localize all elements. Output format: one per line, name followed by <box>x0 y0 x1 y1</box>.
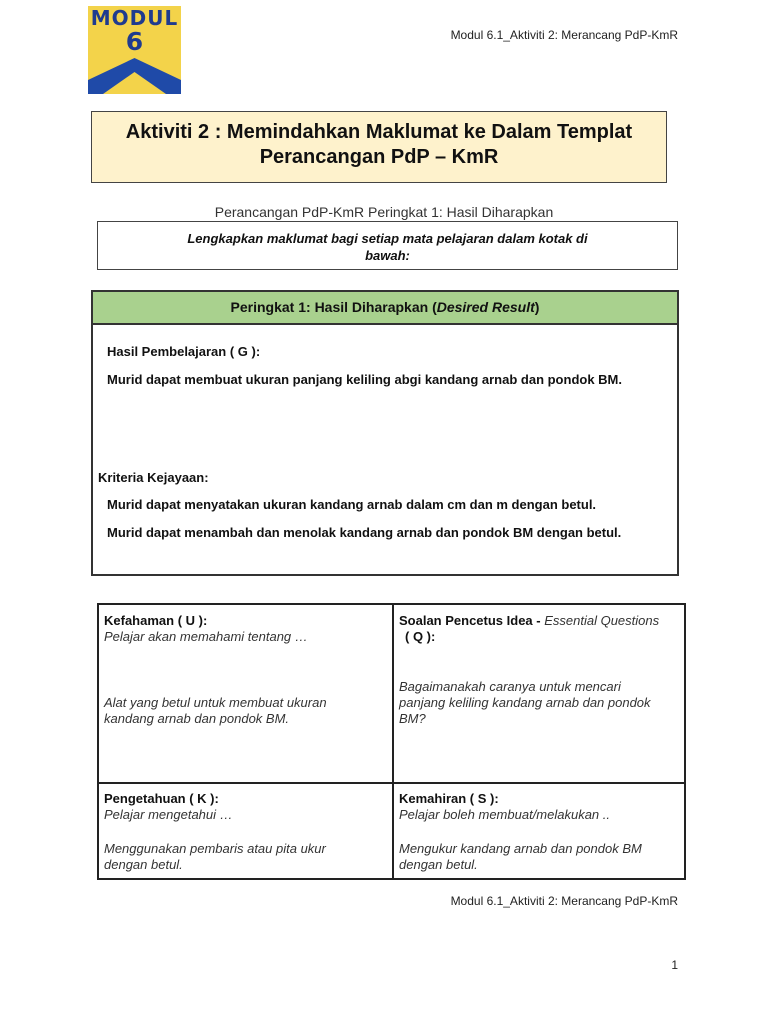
stage1-box <box>91 290 679 576</box>
criteria-label: Kriteria Kejayaan: <box>98 470 209 485</box>
knowledge-answer-line1: Menggunakan pembaris atau pita ukur <box>104 841 326 856</box>
subtitle: Perancangan PdP-KmR Peringkat 1: Hasil Diharapkan <box>214 204 554 220</box>
outcome-label: Hasil Pembelajaran ( G ): <box>107 344 261 359</box>
stage1-heading <box>93 292 677 325</box>
logo-line2: 6 <box>125 27 144 56</box>
understanding-answer-line2: kandang arnab dan pondok BM. <box>104 711 290 726</box>
knowledge-answer-line2: dengan betul. <box>104 857 183 872</box>
knowledge-cell <box>104 791 384 873</box>
module-logo <box>88 6 181 94</box>
ubd-grid <box>97 603 686 880</box>
title-box <box>91 111 667 183</box>
questions-cell <box>399 613 683 727</box>
instruction-line1: Lengkapkan maklumat bagi setiap mata pelajaran dalam kotak di <box>187 231 588 246</box>
understanding-answer-line1: Alat yang betul untuk membuat ukuran <box>104 695 327 710</box>
knowledge-prompt: Pelajar mengetahui … <box>104 807 233 822</box>
questions-answer-line3: BM? <box>399 711 426 726</box>
skills-answer-line1: Mengukur kandang arnab dan pondok BM <box>399 841 642 856</box>
stage1-heading-italic: Desired Result <box>436 299 535 315</box>
questions-label-line2: ( Q ): <box>405 629 436 644</box>
outcome-text: Murid dapat membuat ukuran panjang keliling abgi kandang arnab dan pondok BM. <box>107 372 622 387</box>
skills-cell <box>399 791 683 873</box>
title-line1: Aktiviti 2 : Memindahkan Maklumat ke Dalam Templat <box>125 121 633 143</box>
page-number: 1 <box>671 958 678 972</box>
header-module-ref: Modul 6.1_Aktiviti 2: Merancang PdP-KmR <box>450 28 678 42</box>
instruction-line2: bawah: <box>365 248 410 263</box>
stage1-heading-suffix: ) <box>534 299 540 315</box>
instruction-box <box>97 221 678 270</box>
skills-prompt: Pelajar boleh membuat/melakukan .. <box>399 807 611 822</box>
understanding-prompt: Pelajar akan memahami tentang … <box>104 629 308 644</box>
footer-module-ref: Modul 6.1_Aktiviti 2: Merancang PdP-KmR <box>450 894 678 908</box>
questions-answer-line2: panjang keliling kandang arnab dan pondok <box>399 695 651 710</box>
questions-label: Soalan Pencetus Idea - <box>399 613 545 628</box>
questions-answer-line1: Bagaimanakah caranya untuk mencari <box>399 679 621 694</box>
questions-label-italic: Essential Questions <box>544 613 660 628</box>
title-line2: Perancangan PdP – KmR <box>259 146 499 168</box>
understanding-label: Kefahaman ( U ): <box>104 613 208 628</box>
criteria-item: Murid dapat menyatakan ukuran kandang arnab dalam cm dan m dengan betul. <box>107 497 597 512</box>
stage1-heading-prefix: Peringkat 1: Hasil Diharapkan ( <box>230 299 437 315</box>
skills-answer-line2: dengan betul. <box>399 857 478 872</box>
grid-divider-horizontal <box>99 782 684 784</box>
logo-line1: MODUL <box>90 6 179 30</box>
grid-divider-vertical <box>392 605 394 878</box>
skills-label: Kemahiran ( S ): <box>399 791 499 806</box>
knowledge-label: Pengetahuan ( K ): <box>104 791 219 806</box>
understanding-cell <box>104 613 384 727</box>
criteria-item: Murid dapat menambah dan menolak kandang arnab dan pondok BM dengan betul. <box>107 525 622 540</box>
